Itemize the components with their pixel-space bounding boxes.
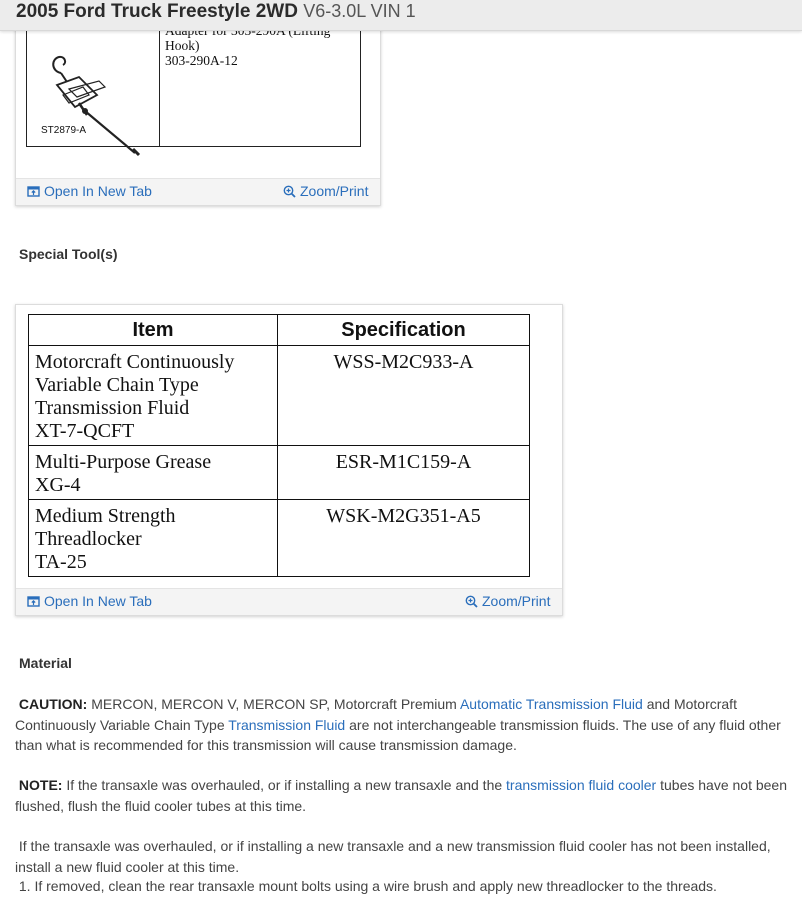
zoom-in-icon xyxy=(283,185,296,198)
lifting-hook-adapter-illustration xyxy=(39,51,149,161)
step-1 xyxy=(15,876,790,897)
note-label: NOTE: xyxy=(18,777,63,793)
caution-label: CAUTION: xyxy=(18,696,88,712)
item-cell xyxy=(29,500,278,577)
note-text: If the transaxle was overhauled, or if installing a new transaxle and the xyxy=(66,777,503,793)
item-cell xyxy=(29,346,278,446)
item-line: Multi-Purpose Grease xyxy=(35,451,212,473)
page-header xyxy=(0,0,802,31)
fluid-cooler-text: If the transaxle was overhauled, or if installing a new transaxle and a new transmission fluid cooler has not been installed, install a new fluid cooler at this time. xyxy=(15,838,771,875)
open-in-new-tab-button[interactable] xyxy=(27,593,152,609)
special-tools-heading: Special Tool(s) xyxy=(19,246,118,262)
column-header-specification: Specification xyxy=(278,315,530,346)
step-1-text: 1. If removed, clean the rear transaxle mount bolts using a wire brush and apply new threadlocker to the threads. xyxy=(18,878,717,894)
open-in-new-tab-button[interactable] xyxy=(27,183,152,199)
column-header-item: Item xyxy=(29,315,278,346)
open-in-new-tab-label: Open In New Tab xyxy=(44,593,152,609)
table-row xyxy=(29,346,530,446)
zoom-print-label: Zoom/Print xyxy=(482,593,551,609)
fluid-cooler-paragraph xyxy=(15,836,790,877)
item-cell xyxy=(29,446,278,500)
table-row xyxy=(29,500,530,577)
spec-cell: WSK-M2G351-A5 xyxy=(278,500,530,577)
table-row xyxy=(29,446,530,500)
tool-description-line: Hook) xyxy=(165,38,200,53)
item-line: TA-25 xyxy=(35,551,87,573)
new-tab-icon xyxy=(27,595,40,608)
vehicle-title-text: 2005 Ford Truck Freestyle 2WD xyxy=(16,1,298,22)
specification-table xyxy=(28,314,530,577)
tool-card-footer xyxy=(16,178,380,205)
vehicle-title xyxy=(16,1,416,23)
caution-text: MERCON, MERCON V, MERCON SP, Motorcraft Premium xyxy=(91,696,457,712)
spec-table-card xyxy=(15,304,563,616)
table-header-row xyxy=(29,315,530,346)
tool-image-card xyxy=(15,10,381,206)
automatic-transmission-fluid-link[interactable]: Automatic Transmission Fluid xyxy=(459,696,643,712)
material-heading: Material xyxy=(19,655,72,671)
caution-paragraph xyxy=(15,694,790,756)
open-in-new-tab-label: Open In New Tab xyxy=(44,183,152,199)
zoom-in-icon xyxy=(465,595,478,608)
caution-text: are not interchangeable transmission fluids. The use of any fluid other than what is recommended for this transmission will cause transmission damage. xyxy=(15,716,781,753)
transmission-fluid-link[interactable]: Transmission Fluid xyxy=(228,716,346,733)
spec-cell: WSS-M2C933-A xyxy=(278,346,530,446)
zoom-print-button[interactable] xyxy=(283,183,368,199)
item-line: Transmission Fluid xyxy=(35,397,190,419)
note-text: tubes have not been flushed, flush the fluid cooler tubes at this time. xyxy=(15,777,787,814)
note-paragraph xyxy=(15,775,790,816)
item-line: Motorcraft Continuously xyxy=(35,351,235,373)
item-line: Threadlocker xyxy=(35,528,142,550)
item-line: Medium Strength xyxy=(35,505,176,527)
engine-subtitle: V6-3.0L VIN 1 xyxy=(303,1,416,21)
illustration-code: ST2879-A xyxy=(41,125,87,136)
spec-card-footer xyxy=(16,588,562,615)
new-tab-icon xyxy=(27,185,40,198)
spec-cell: ESR-M1C159-A xyxy=(278,446,530,500)
tool-description-line: 303-290A-12 xyxy=(165,53,238,68)
item-line: XT-7-QCFT xyxy=(35,420,135,442)
item-line: Variable Chain Type xyxy=(35,374,199,396)
item-line: XG-4 xyxy=(35,474,81,496)
zoom-print-label: Zoom/Print xyxy=(300,183,369,199)
caution-text: and Motorcraft Continuously Variable Chain Type xyxy=(15,696,737,733)
zoom-print-button[interactable] xyxy=(465,593,550,609)
transmission-fluid-cooler-link[interactable]: transmission fluid cooler xyxy=(506,777,657,793)
tool-table xyxy=(26,11,361,147)
